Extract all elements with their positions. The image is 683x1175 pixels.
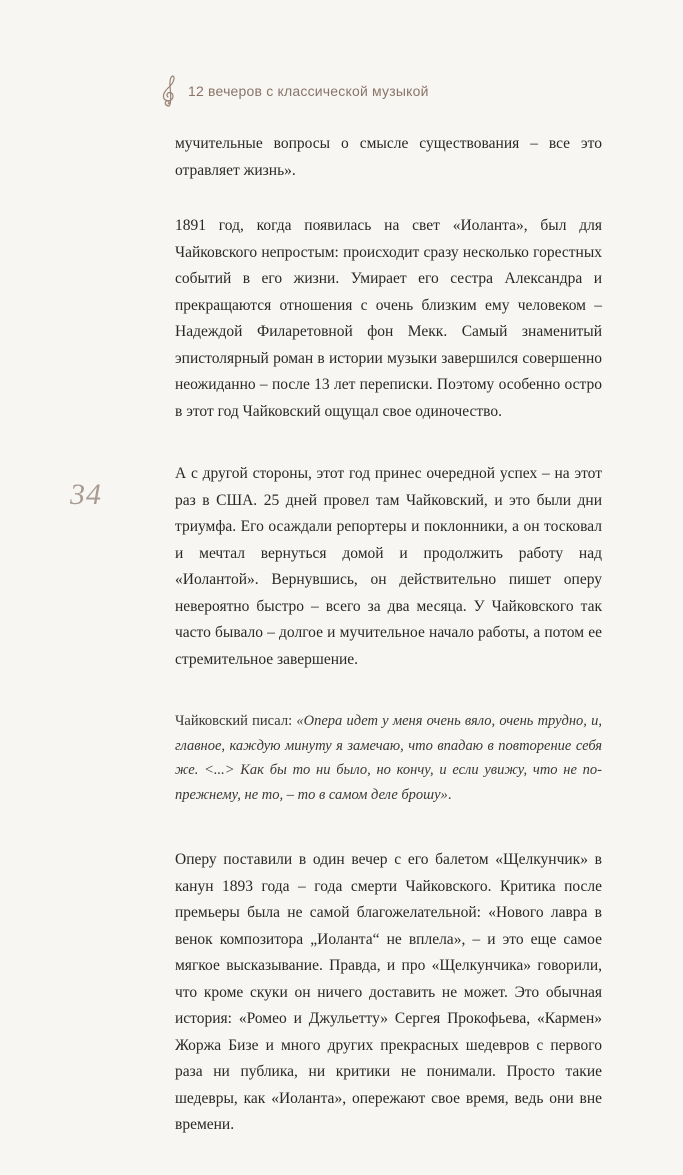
quote-end: . — [447, 786, 452, 803]
paragraph-2: 1891 год, когда появилась на свет «Иоланта», был для Чайковского непростым: происходит сразу несколько горестных событий в его жизни. Умирает его сестра Александра и прекращаются отношения с очень близким ему человеком – Надеждой Филаретовной фон Мекк. Самый знаменитый эпистолярный роман в истории музыки завершился совершенно неожиданно – после 13 лет переписки. Поэтому особенно остро в этот год Чайковский ощущал свое одиночество. — [175, 217, 602, 420]
paragraph-1: мучительные вопросы о смысле существования – все это отравляет жизнь». — [175, 135, 602, 179]
running-header — [160, 74, 429, 108]
page-body — [175, 131, 602, 1175]
book-title: 12 вечеров с классической музыкой — [188, 83, 429, 99]
quote-intro: Чайковский писал: — [175, 713, 297, 729]
paragraph-3: А с другой стороны, этот год принес очередной успех – на этот раз в США. 25 дней провел там Чайковский, и это были дни триумфа. Его осаждали репортеры и поклонники, а он тосковал и мечтал вернуться домой и продолжить работу над «Иолантой». Вернувшись, он действительно пишет оперу невероятно быстро – всего за два месяца. У Чайковского так часто бывало – долгое и мучительное начало работы, а потом ее стремительное завершение. — [175, 465, 602, 668]
quote-text: «Опера идет у меня очень вяло, очень трудно, и, главное, каждую минуту я замечаю, что впадаю в повторение себя же. <...> Как бы то ни было, но кончу, и если увижу, что не по-прежнему, не то, – то в самом деле брошу» — [175, 713, 602, 803]
treble-clef-icon — [160, 74, 178, 108]
paragraph-closing: Оперу поставили в один вечер с его балетом «Щелкунчик» в канун 1893 года – года смерти Чайковского. Критика после премьеры была не самой благожелательной: «Нового лавра в венок композитора „Иоланта“ не вплела», – и это еще самое мягкое высказывание. Правда, и про «Щелкунчика» говорили, что кроме скуки он ничего доставить не может. Это обычная история: «Ромео и Джульетту» Сергея Прокофьева, «Кармен» Жоржа Бизе и много других прекрасных шедевров с первого раза ни публика, ни критики не понимали. Просто такие шедевры, как «Иоланта», опережают свое время, ведь они вне времени. — [175, 851, 602, 1133]
quote-paragraph — [175, 709, 602, 807]
page-number: 34 — [70, 478, 102, 511]
